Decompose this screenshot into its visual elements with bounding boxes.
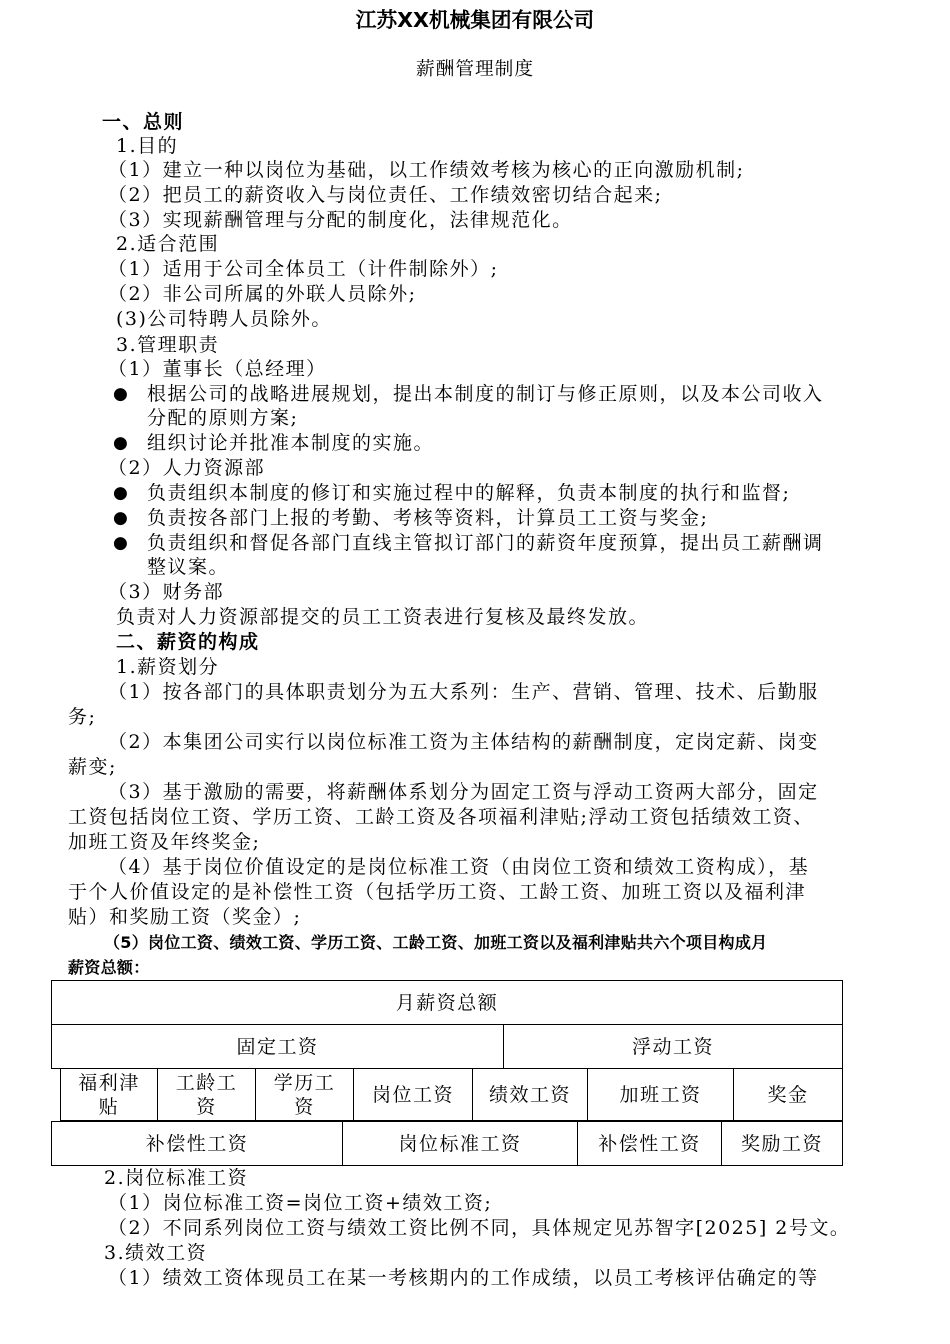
list-item: （1）建立一种以岗位为基础，以工作绩效考核为核心的正向激励机制; — [108, 159, 745, 181]
table-cell-overtime: 加班工资 — [588, 1069, 734, 1121]
paragraph-line: 于个人价值设定的是补偿性工资（包括学历工资、工龄工资、加班工资以及福利津 — [68, 881, 807, 903]
table-cell-position: 岗位工资 — [354, 1069, 473, 1121]
list-item: （3）实现薪酬管理与分配的制度化，法律规范化。 — [108, 209, 573, 231]
paragraph-line: （2）本集团公司实行以岗位标准工资为主体结构的薪酬制度，定岗定薪、岗变 — [108, 731, 819, 753]
table-cell-total: 月薪资总额 — [52, 981, 843, 1025]
paragraph-line: 贴）和奖励工资（奖金）; — [68, 906, 302, 928]
bullet-icon: ● — [113, 433, 128, 453]
list-item: 组织讨论并批准本制度的实施。 — [147, 432, 435, 454]
subsection-title: 1.薪资划分 — [116, 656, 220, 678]
role-title: （2）人力资源部 — [108, 457, 266, 479]
paragraph-line: 务; — [68, 706, 97, 728]
paragraph-line: 加班工资及年终奖金; — [68, 831, 261, 853]
table-cell-standard: 岗位标准工资 — [343, 1122, 578, 1166]
table-cell-compensation: 补偿性工资 — [578, 1122, 722, 1166]
table-cell-performance: 绩效工资 — [473, 1069, 588, 1121]
list-item: 根据公司的战略进展规划，提出本制度的制订与修正原则，以及本公司收入 — [147, 383, 824, 405]
paragraph-line: 工资包括岗位工资、学历工资、工龄工资及各项福利津贴;浮动工资包括绩效工资、 — [68, 806, 814, 828]
paragraph: 负责对人力资源部提交的员工工资表进行复核及最终发放。 — [116, 606, 650, 628]
list-item: （2）不同系列岗位工资与绩效工资比例不同，具体规定见苏智字[2025] 2号文。 — [108, 1217, 851, 1239]
list-item: 整议案。 — [147, 556, 230, 578]
role-title: （1）董事长（总经理） — [108, 358, 327, 380]
subsection-title: 3.管理职责 — [116, 334, 220, 356]
list-item: （1）岗位标准工资=岗位工资+绩效工资; — [108, 1192, 493, 1214]
table-cell-seniority: 工龄工 资 — [158, 1069, 256, 1121]
table-cell-education: 学历工 资 — [256, 1069, 354, 1121]
list-item: 负责按各部门上报的考勤、考核等资料，计算员工工资与奖金; — [147, 507, 709, 529]
list-item: (3)公司特聘人员除外。 — [116, 308, 332, 330]
paragraph-line: （3）基于激励的需要，将薪酬体系划分为固定工资与浮动工资两大部分，固定 — [108, 781, 819, 803]
bullet-icon: ● — [113, 483, 128, 503]
bold-paragraph-line: 薪资总额： — [68, 958, 150, 977]
list-item: 负责组织和督促各部门直线主管拟订部门的薪资年度预算，提出员工薪酬调 — [147, 532, 824, 554]
bullet-icon: ● — [113, 533, 128, 553]
list-item: 分配的原则方案; — [147, 407, 299, 429]
role-title: （3）财务部 — [108, 581, 225, 603]
table-cell-reward: 奖励工资 — [722, 1122, 843, 1166]
list-item: （2）非公司所属的外联人员除外; — [108, 283, 417, 305]
list-item: （1）绩效工资体现员工在某一考核期内的工作成绩，以员工考核评估确定的等 — [108, 1267, 819, 1289]
bold-paragraph-line: （5）岗位工资、绩效工资、学历工资、工龄工资、加班工资以及福利津贴共六个项目构成月 — [104, 933, 768, 952]
salary-items-table — [60, 1068, 843, 1121]
list-item: （2）把员工的薪资收入与岗位责任、工作绩效密切结合起来; — [108, 184, 663, 206]
section-heading: 一、总则 — [102, 111, 185, 133]
paragraph-line: （4）基于岗位价值设定的是岗位标准工资（由岗位工资和绩效工资构成），基 — [108, 856, 810, 878]
salary-category-table — [51, 1121, 843, 1166]
paragraph-line: 薪变; — [68, 756, 117, 778]
table-cell-compensation: 补偿性工资 — [52, 1122, 343, 1166]
table-cell-welfare: 福利津 贴 — [61, 1069, 158, 1121]
bullet-icon: ● — [113, 508, 128, 528]
document-title: 薪酬管理制度 — [416, 59, 534, 80]
table-cell-bonus: 奖金 — [734, 1069, 843, 1121]
list-item: 负责组织本制度的修订和实施过程中的解释，负责本制度的执行和监督; — [147, 482, 791, 504]
bullet-icon: ● — [113, 384, 128, 404]
paragraph-line: （1）按各部门的具体职责划分为五大系列：生产、营销、管理、技术、后勤服 — [108, 681, 819, 703]
subsection-title: 2.适合范围 — [116, 233, 220, 255]
table-cell-float: 浮动工资 — [504, 1025, 843, 1069]
subsection-title: 2.岗位标准工资 — [104, 1167, 249, 1189]
list-item: （1）适用于公司全体员工（计件制除外）; — [108, 258, 499, 280]
table-cell-fixed: 固定工资 — [52, 1025, 504, 1069]
company-title: 江苏XX机械集团有限公司 — [355, 8, 595, 32]
subsection-title: 1.目的 — [116, 135, 179, 157]
salary-structure-table — [51, 980, 843, 1069]
subsection-title: 3.绩效工资 — [104, 1242, 208, 1264]
section-heading: 二、薪资的构成 — [116, 631, 260, 653]
